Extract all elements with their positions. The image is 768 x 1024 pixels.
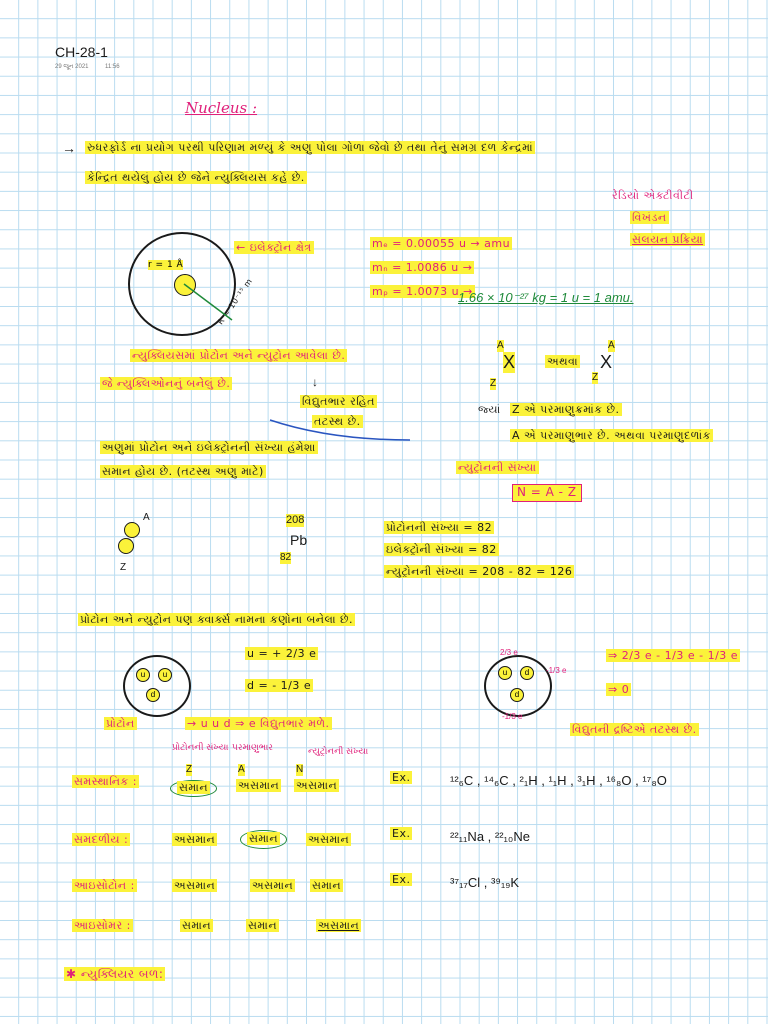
nucleus-note-2: જે ન્યુક્લિઓનનું બનેલું છે. <box>102 377 231 390</box>
radius-R-label: R ≈ 10⁻¹⁵ m <box>215 276 255 327</box>
neutron-bottom-charge: -1/3 e <box>502 712 523 721</box>
neutral-statement: વિદ્યુતની દ્રષ્ટિએ તટસ્થ છે. <box>572 723 697 736</box>
col-header-Z: Z <box>186 764 193 775</box>
row-isotone-examples: ³⁷₁₇Cl , ³⁹₁₉K <box>450 875 520 890</box>
proton-circle <box>123 655 191 717</box>
nucleus-note-1: ન્યુક્લિયસમાં પ્રોટોન અને ન્યુટ્રોન આવેલા છે. <box>132 349 346 362</box>
nuclear-force-heading: ✱ ન્યુક્લિયર બળ: <box>66 967 164 981</box>
intro-line-2: કેન્દ્રિત થયેલું હોય છે જેને ન્યુક્લિયસ કહે છે. <box>87 171 305 184</box>
mass-proton: mₚ = 1.0073 u → <box>372 285 473 298</box>
pb-symbol: Pb <box>290 532 308 548</box>
proton-quark-equation: → u u d ⇒ e વિદ્યુતભાર મળે. <box>187 717 330 730</box>
page-time: 11:56 <box>105 64 120 70</box>
proton-count: પ્રોટોનની સંખ્યા = 82 <box>386 521 493 534</box>
example-circle-2 <box>118 538 134 554</box>
page-date: 29 જૂન 2021 <box>55 64 89 70</box>
proton-d-quark: d <box>146 688 160 702</box>
row-isotone-name: આઇસોટોન : <box>74 879 135 892</box>
row-isomer-c2: સમાન <box>248 919 278 932</box>
down-arrow: ↓ <box>312 375 318 389</box>
row-isobar-eg: Ex. <box>392 827 411 840</box>
mass-electron: mₑ = 0.00055 u → amu <box>372 237 511 250</box>
page-title: CH-28-1 <box>55 44 108 60</box>
row-isotone-c1: અસમાન <box>174 879 216 892</box>
proton-u-quark-1: u <box>136 668 150 682</box>
row-isotone-eg: Ex. <box>392 873 411 886</box>
neutron-charge-result: ⇒ 0 <box>608 683 630 696</box>
section-heading: Nucleus : <box>185 99 258 117</box>
neutron-u-quark: u <box>498 666 512 680</box>
neutral-box-line-1: વિદ્યુતભાર રહિત <box>302 395 375 408</box>
neutron-top-charge: 2/3 e <box>500 648 518 657</box>
row-isobar-examples: ²²₁₁Na , ²²₁₀Ne <box>450 829 530 844</box>
nucleus-note-4: સમાન હોય છે. (તટસ્થ અણુ માટે) <box>102 465 264 478</box>
radius-r-label: r = 1 Å <box>148 260 184 270</box>
row-isobar-c1: અસમાન <box>174 833 216 846</box>
col-header-neutrons: ન્યુટ્રોનની સંખ્યા <box>308 746 369 756</box>
pb-atomic-number: 82 <box>280 552 292 563</box>
neutron-right-charge: -1/3 e <box>546 666 567 675</box>
example-Z: Z <box>120 562 127 573</box>
electron-region-label: ← ઇલેક્ટ્રોન ક્ષેત્ર <box>236 241 312 254</box>
row-isotope-name: સમસ્થાનિક : <box>74 775 137 788</box>
col-header-mass: પરમાણુભાર <box>232 742 273 752</box>
where-label: જ્યાં <box>478 403 501 416</box>
row-isotone-c3: સમાન <box>312 879 342 892</box>
neutron-circle <box>484 655 552 717</box>
proton-u-quark-2: u <box>158 668 172 682</box>
example-circle-1 <box>124 522 140 538</box>
row-isobar-name: સમદળીય : <box>74 833 129 846</box>
row-isomer-c1: સમાન <box>182 919 212 932</box>
neutron-d-quark-1: d <box>520 666 534 680</box>
pb-mass-number: 208 <box>286 514 305 526</box>
col-header-A: A <box>238 764 245 775</box>
neutron-formula: N = A - Z <box>512 484 582 502</box>
neutral-box-line-2: તટસ્થ છે. <box>314 415 361 428</box>
neutron-charge-sum: ⇒ 2/3 e - 1/3 e - 1/3 e <box>608 649 739 662</box>
mass-neutron: mₙ = 1.0086 u → <box>372 261 473 274</box>
row-isobar-c3: અસમાન <box>308 833 350 846</box>
notation-X-2: X <box>600 352 613 372</box>
row-isomer-name: આઇસોમર : <box>74 919 131 932</box>
proton-label: પ્રોટોન <box>106 717 135 730</box>
row-isotope-c2: અસમાન <box>238 779 280 792</box>
row-isomer-c3: અસમાન <box>318 919 360 932</box>
row-isotope-c1: સમાન <box>170 780 217 797</box>
notation-or: અથવા <box>547 355 579 368</box>
nucleus-note-3: અણુમાં પ્રોટોન અને ઇલેક્ટ્રોનની સંખ્યા હંમેશા <box>102 441 316 454</box>
row-isotope-c3: અસમાન <box>296 779 338 792</box>
quarks-intro: પ્રોટોન અને ન્યુટ્રોન પણ ક્વાર્ક્સ નામના કણોના બનેલા છે. <box>80 613 354 626</box>
up-quark-charge: u = + 2/3 e <box>247 647 317 660</box>
notation-A-2: A <box>608 340 615 351</box>
note-fission: વિખંડન <box>632 211 667 224</box>
notation-Z: Z <box>490 378 497 389</box>
neutron-count-label: ન્યુટ્રોનની સંખ્યા <box>458 461 537 474</box>
z-definition: Z એ પરમાણુક્રમાંક છે. <box>512 403 620 416</box>
neutron-count-result: ન્યુટ્રોનની સંખ્યા = 208 - 82 = 126 <box>386 565 573 578</box>
row-isotope-examples: ¹²₆C , ¹⁴₆C , ²₁H , ¹₁H , ³₁H , ¹⁶₈O , ¹⁷₈O <box>450 773 667 788</box>
notation-Z-2: Z <box>592 372 599 383</box>
amu-definition: 1.66 × 10⁻²⁷ kg = 1 u = 1 amu. <box>458 290 634 305</box>
note-fusion: સંલયન પ્રક્રિયા <box>632 233 704 246</box>
notation-X: X <box>503 352 516 372</box>
notation-A: A <box>497 340 504 351</box>
down-quark-charge: d = - 1/3 e <box>247 679 312 692</box>
electron-count: ઇલેક્ટ્રોની સંખ્યા = 82 <box>386 543 497 556</box>
note-radioactivity: રેડિયો એક્ટીવીટી <box>612 189 694 202</box>
col-header-protons: પ્રોટોનની સંખ્યા <box>172 742 229 752</box>
neutron-d-quark-2: d <box>510 688 524 702</box>
row-isobar-c2: સમાન <box>240 830 287 849</box>
bullet-arrow: → <box>62 140 76 156</box>
example-A: A <box>143 512 150 523</box>
row-isotone-c2: અસમાન <box>252 879 294 892</box>
col-header-N: N <box>296 764 304 775</box>
row-isotope-eg: Ex. <box>392 771 411 784</box>
intro-line-1: રુધરફોર્ડ ના પ્રયોગ પરથી પરિણામ મળ્યું કે અણુ પોલા ગોળા જેવો છે તથા તેનું સમગ્ર દળ કેન્દ્રમાં <box>87 141 534 154</box>
a-definition: A એ પરમાણુભાર છે. અથવા પરમાણુદળાંક <box>512 429 711 442</box>
